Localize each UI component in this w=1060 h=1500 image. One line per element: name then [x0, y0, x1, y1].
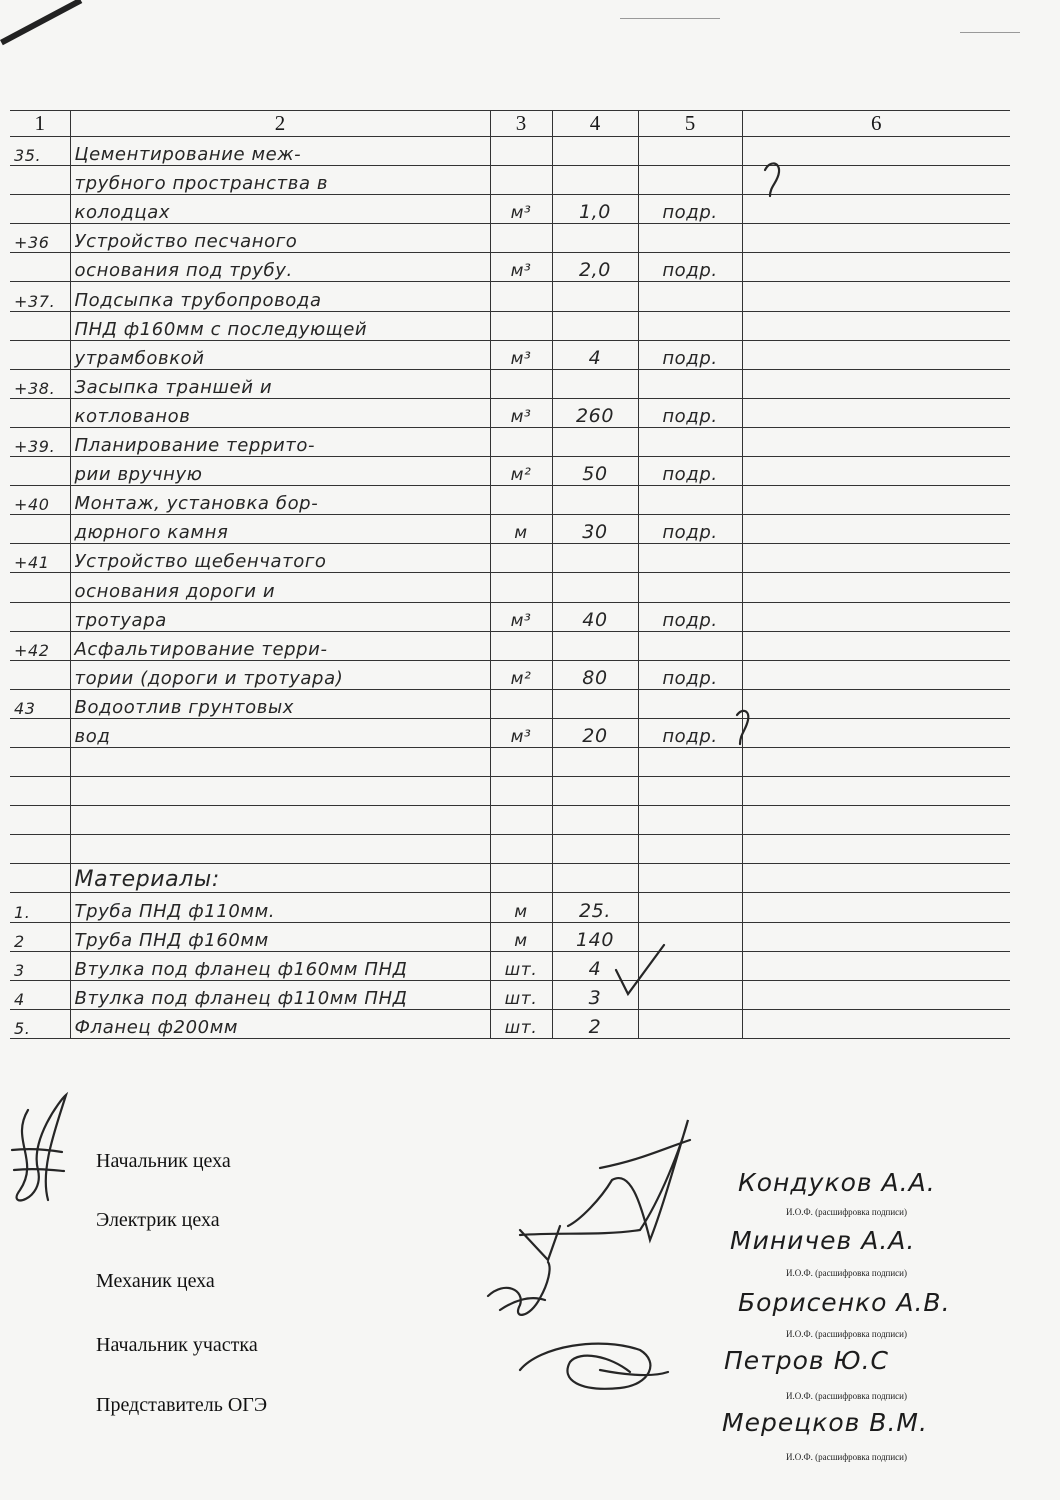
signature-name: Мерецков В.М. — [722, 1408, 928, 1437]
quantity-cell: 260 — [552, 398, 638, 427]
material-number-cell: 1. — [10, 893, 70, 922]
item-description-line: вод — [70, 718, 490, 747]
question-mark — [737, 711, 748, 744]
item-description-line: Водоотлив грунтовых — [70, 689, 490, 718]
item-number-cell: +39. — [10, 427, 70, 456]
item-description-line: колодцах — [70, 195, 490, 224]
quantity-cell: 50 — [552, 457, 638, 486]
item-description-line: Устройство щебенчатого — [70, 544, 490, 573]
item-description-line: основания под трубу. — [70, 253, 490, 282]
quantity-cell: 4 — [552, 951, 638, 980]
item-description-line: котлованов — [70, 398, 490, 427]
column-header: 5 — [638, 111, 742, 137]
signature-name: Кондуков А.А. — [738, 1168, 936, 1197]
item-description-line: Устройство песчаного — [70, 224, 490, 253]
item-description-line: тротуара — [70, 602, 490, 631]
note-cell: подр. — [638, 253, 742, 282]
quantity-cell: 2 — [552, 1009, 638, 1038]
unit-cell: м³ — [490, 340, 552, 369]
role-label: Начальник цеха — [96, 1150, 231, 1172]
role-label: Механик цеха — [96, 1270, 215, 1292]
column-header: 1 — [10, 111, 70, 137]
item-description-line: Монтаж, установка бор- — [70, 486, 490, 515]
material-name-cell: Втулка под фланец ф160мм ПНД — [70, 951, 490, 980]
unit-cell: м³ — [490, 718, 552, 747]
item-description-line: Засыпка траншей и — [70, 369, 490, 398]
unit-cell: м — [490, 893, 552, 922]
material-number-cell: 2 — [10, 922, 70, 951]
role-label: Электрик цеха — [96, 1209, 220, 1231]
signature-decoder-label: И.О.Ф. (расшифровка подписи) — [786, 1207, 907, 1217]
item-description-line: основания дороги и — [70, 573, 490, 602]
column-header: 2 — [70, 111, 490, 137]
note-cell: подр. — [638, 515, 742, 544]
column-header: 3 — [490, 111, 552, 137]
item-number-cell: +36 — [10, 224, 70, 253]
material-name-cell: Фланец ф200мм — [70, 1009, 490, 1038]
material-name-cell: Труба ПНД ф160мм — [70, 922, 490, 951]
item-description-line: трубного пространства в — [70, 166, 490, 195]
check-mark — [616, 945, 664, 994]
column-header: 6 — [742, 111, 1010, 137]
item-description-line: ПНД ф160мм с последующей — [70, 311, 490, 340]
item-description-line: Подсыпка трубопровода — [70, 282, 490, 311]
unit-cell: м — [490, 515, 552, 544]
quantity-cell: 25. — [552, 893, 638, 922]
material-name-cell: Втулка под фланец ф110мм ПНД — [70, 980, 490, 1009]
item-description-line: рии вручную — [70, 457, 490, 486]
item-description-line: утрамбовкой — [70, 340, 490, 369]
note-cell: подр. — [638, 195, 742, 224]
item-description-line: дюрного камня — [70, 515, 490, 544]
unit-cell: шт. — [490, 1009, 552, 1038]
material-number-cell: 4 — [10, 980, 70, 1009]
unit-cell: м — [490, 922, 552, 951]
signature-scribble — [520, 1120, 688, 1240]
note-cell: подр. — [638, 718, 742, 747]
column-header: 4 — [552, 111, 638, 137]
note-cell: подр. — [638, 398, 742, 427]
signature-scribble — [17, 1095, 66, 1200]
item-number-cell: +41 — [10, 544, 70, 573]
signature-name: Борисенко А.В. — [738, 1288, 951, 1317]
quantity-cell: 40 — [552, 602, 638, 631]
unit-cell: м³ — [490, 195, 552, 224]
item-number-cell: +38. — [10, 369, 70, 398]
signature-decoder-label: И.О.Ф. (расшифровка подписи) — [786, 1452, 907, 1462]
signature-decoder-label: И.О.Ф. (расшифровка подписи) — [786, 1268, 907, 1278]
role-label: Начальник участка — [96, 1334, 258, 1356]
note-cell: подр. — [638, 602, 742, 631]
unit-cell: шт. — [490, 980, 552, 1009]
note-cell: подр. — [638, 660, 742, 689]
material-name-cell: Труба ПНД ф110мм. — [70, 893, 490, 922]
role-label: Представитель ОГЭ — [96, 1394, 268, 1416]
question-mark — [765, 163, 779, 196]
signature-name: Петров Ю.С — [724, 1346, 889, 1375]
item-number-cell: 35. — [10, 137, 70, 166]
item-number-cell: +37. — [10, 282, 70, 311]
unit-cell: м³ — [490, 253, 552, 282]
item-description-line: Асфальтирование терри- — [70, 631, 490, 660]
item-description-line: тории (дороги и тротуара) — [70, 660, 490, 689]
signature-name: Миничев А.А. — [730, 1226, 916, 1255]
quantity-cell: 140 — [552, 922, 638, 951]
unit-cell: м³ — [490, 602, 552, 631]
materials-heading: Материалы: — [70, 864, 490, 893]
signature-scribble — [488, 1262, 550, 1315]
unit-cell: м² — [490, 457, 552, 486]
unit-cell: шт. — [490, 951, 552, 980]
unit-cell: м³ — [490, 398, 552, 427]
material-number-cell: 3 — [10, 951, 70, 980]
unit-cell: м² — [490, 660, 552, 689]
item-description-line: Цементирование меж- — [70, 137, 490, 166]
quantity-cell: 80 — [552, 660, 638, 689]
item-number-cell: 43 — [10, 689, 70, 718]
item-number-cell: +40 — [10, 486, 70, 515]
quantity-cell: 2,0 — [552, 253, 638, 282]
quantity-cell: 4 — [552, 340, 638, 369]
note-cell: подр. — [638, 457, 742, 486]
quantity-cell: 1,0 — [552, 195, 638, 224]
item-description-line: Планирование террито- — [70, 427, 490, 456]
note-cell: подр. — [638, 340, 742, 369]
item-number-cell: +42 — [10, 631, 70, 660]
material-number-cell: 5. — [10, 1009, 70, 1038]
quantity-cell: 3 — [552, 980, 638, 1009]
signature-decoder-label: И.О.Ф. (расшифровка подписи) — [786, 1329, 907, 1339]
signature-decoder-label: И.О.Ф. (расшифровка подписи) — [786, 1391, 907, 1401]
signature-scribble — [520, 1344, 668, 1389]
quantity-cell: 30 — [552, 515, 638, 544]
quantity-cell: 20 — [552, 718, 638, 747]
